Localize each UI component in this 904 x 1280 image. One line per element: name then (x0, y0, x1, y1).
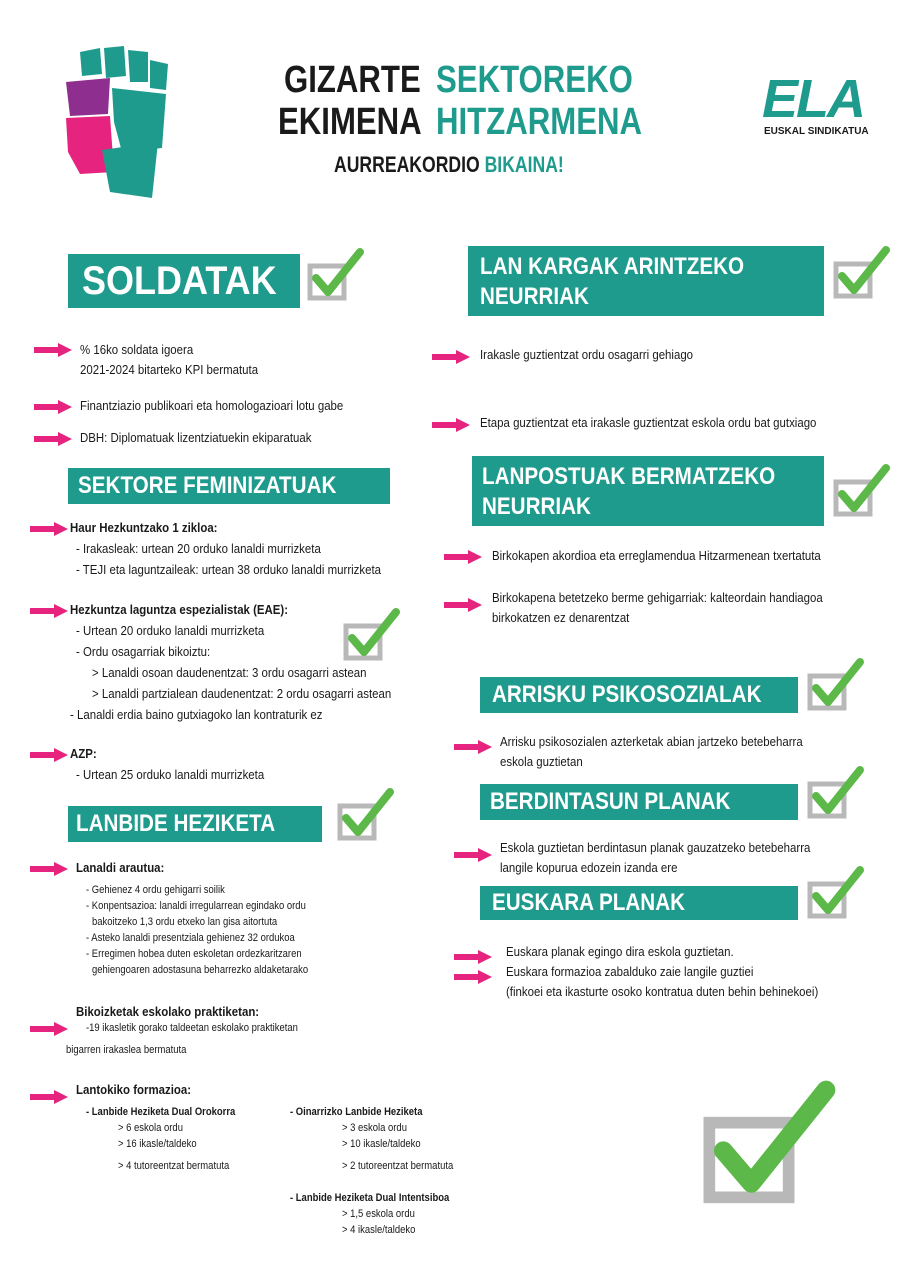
lanbide-g1-l1: - Gehienez 4 ordu gehigarri soilik (86, 884, 225, 896)
check-icon (832, 244, 892, 304)
berdintasun-item-l2: langile kopurua edozein izanda ere (500, 860, 678, 875)
fist-logo (62, 42, 172, 202)
lanbide-title (68, 806, 322, 842)
lanpostuak-item1: Birkokapen akordioa eta erreglamendua Hitzarmenean txertatuta (492, 548, 821, 563)
lanpostuak-item2-l1: Birkokapena betetzeko berme gehigarriak: kalteordain handiagoa (492, 590, 823, 605)
intentsiboa-l2: > 4 ikasle/taldeko (342, 1224, 416, 1236)
arrow-icon (30, 862, 68, 876)
berdintasun-title-text: BERDINTASUN PLANAK (490, 788, 731, 815)
dual-l3: > 4 tutoreentzat bermatuta (118, 1160, 230, 1172)
soldatak-item3: DBH: Diplomatuak lizentziatuekin ekiparatuak (80, 430, 312, 445)
dual-l2: > 16 ikasle/taldeko (118, 1138, 197, 1150)
feminizatuak-title-text: SEKTORE FEMINIZATUAK (78, 472, 337, 499)
soldatak-title (68, 254, 300, 308)
arrow-icon (34, 432, 72, 446)
feminizatuak-g2-l5: - Lanaldi erdia baino gutxiagoko lan kontraturik ez (70, 707, 323, 722)
feminizatuak-g2-l4: > Lanaldi partzialean daudenentzat: 2 ordu osagarri astean (92, 686, 392, 701)
psikosozialak-item-l1: Arrisku psikosozialen azterketak abian jartzeko betebeharra (500, 734, 803, 749)
arrow-icon (30, 522, 68, 536)
arrow-icon (34, 400, 72, 414)
berdintasun-item-l1: Eskola guztietan berdintasun planak gauzatzeko betebeharra (500, 840, 811, 855)
berdintasun-title (480, 784, 798, 820)
lankargak-title-l2: NEURRIAK (480, 283, 589, 310)
check-icon (342, 606, 402, 666)
arrow-icon (30, 604, 68, 618)
lanpostuak-title (472, 456, 824, 526)
lankargak-title-l1: LAN KARGAK ARINTZEKO (480, 253, 745, 280)
arrow-icon (30, 748, 68, 762)
lanbide-g1-l4: - Asteko lanaldi presentziala gehienez 32 ordukoa (86, 932, 295, 944)
feminizatuak-g2-title: Hezkuntza laguntza espezialistak (EAE): (70, 602, 289, 617)
check-icon (806, 764, 866, 824)
soldatak-item1-l1: % 16ko soldata igoera (80, 342, 194, 357)
arrow-icon (444, 550, 482, 564)
title-line1-black: GIZARTE (284, 59, 421, 101)
arrow-icon (30, 1022, 68, 1036)
feminizatuak-g1-title: Haur Hezkuntzako 1 zikloa: (70, 520, 218, 535)
oinarrizko-title: - Oinarrizko Lanbide Heziketa (290, 1106, 423, 1118)
subtitle-black: AURREAKORDIO (334, 152, 480, 177)
dual-l1: > 6 eskola ordu (118, 1122, 183, 1134)
lanbide-g1-l2: - Konpentsazioa: lanaldi irregularrean egindako ordu (86, 900, 306, 912)
lankargak-item2: Etapa guztientzat eta irakasle guztientzat eskola ordu bat gutxiago (480, 415, 817, 430)
lanbide-g1-l3: bakoitzeko 1,3 ordu etxeko lan gisa aitortuta (92, 916, 278, 928)
dual-title: - Lanbide Heziketa Dual Orokorra (86, 1106, 236, 1118)
lanbide-g3-title: Lantokiko formazioa: (76, 1082, 192, 1097)
oinarrizko-l1: > 3 eskola ordu (342, 1122, 407, 1134)
lankargak-item1: Irakasle guztientzat ordu osagarri gehiago (480, 347, 694, 362)
check-icon (306, 246, 366, 306)
oinarrizko-l2: > 10 ikasle/taldeko (342, 1138, 421, 1150)
ela-logo: ELA (762, 69, 864, 129)
arrow-icon (432, 418, 470, 432)
check-icon (806, 656, 866, 716)
arrow-icon (30, 1090, 68, 1104)
title-line2-black: EKIMENA (278, 101, 422, 143)
lanbide-title-text: LANBIDE HEZIKETA (76, 810, 276, 837)
lanpostuak-item2-l2: birkokatzen ez denarentzat (492, 610, 630, 625)
psikosozialak-title (480, 677, 798, 713)
check-icon (832, 462, 892, 522)
oinarrizko-l3: > 2 tutoreentzat bermatuta (342, 1160, 454, 1172)
lanbide-g2-l2: bigarren irakaslea bermatuta (66, 1044, 187, 1056)
euskara-item2-l1: Euskara formazioa zabalduko zaie langile guztiei (506, 964, 754, 979)
feminizatuak-title (68, 468, 390, 504)
subtitle (334, 152, 564, 178)
arrow-icon (34, 343, 72, 357)
feminizatuak-g3-title: AZP: (70, 746, 97, 761)
euskara-item2-l2: (finkoei eta ikasturte osoko kontratua duten behin behinekoei) (506, 984, 819, 999)
title-line2-teal: HITZARMENA (436, 101, 642, 143)
feminizatuak-g2-l1: - Urtean 20 orduko lanaldi murrizketa (76, 623, 265, 638)
lanpostuak-title-l1: LANPOSTUAK BERMATZEKO (482, 463, 776, 490)
psikosozialak-item-l2: eskola guztietan (500, 754, 583, 769)
lanbide-g2-l1: -19 ikasletik gorako taldeetan eskolako praktiketan (86, 1022, 298, 1034)
lanbide-g2-title: Bikoizketak eskolako praktiketan: (76, 1004, 260, 1019)
check-icon (336, 786, 396, 846)
ela-logo-subtitle: EUSKAL SINDIKATUA (764, 126, 869, 137)
lanpostuak-title-l2: NEURRIAK (482, 493, 591, 520)
arrow-icon (432, 350, 470, 364)
soldatak-item2: Finantziazio publikoari eta homologazioari lotu gabe (80, 398, 344, 413)
feminizatuak-g1-l2: - TEJI eta laguntzaileak: urtean 38 orduko lanaldi murrizketa (76, 562, 382, 577)
title-line1-teal: SEKTOREKO (436, 59, 633, 101)
euskara-title (480, 886, 798, 920)
feminizatuak-g2-l3: > Lanaldi osoan daudenentzat: 3 ordu osagarri astean (92, 665, 367, 680)
lanbide-g1-l6: gehiengoaren adostasuna beharrezko aldaketarako (92, 964, 309, 976)
arrow-icon (454, 740, 492, 754)
euskara-item1: Euskara planak egingo dira eskola guztietan. (506, 944, 734, 959)
soldatak-title-text: SOLDATAK (82, 258, 277, 303)
arrow-icon (444, 598, 482, 612)
arrow-icon (454, 848, 492, 862)
intentsiboa-l1: > 1,5 eskola ordu (342, 1208, 415, 1220)
lankargak-title (468, 246, 824, 316)
subtitle-teal: BIKAINA! (484, 152, 564, 177)
psikosozialak-title-text: ARRISKU PSIKOSOZIALAK (492, 681, 762, 708)
arrow-icon (454, 970, 492, 984)
euskara-title-text: EUSKARA PLANAK (492, 889, 686, 916)
intentsiboa-title: - Lanbide Heziketa Dual Intentsiboa (290, 1192, 450, 1204)
feminizatuak-g3-l1: - Urtean 25 orduko lanaldi murrizketa (76, 767, 265, 782)
check-icon (806, 864, 866, 924)
lanbide-g1-l5: - Erregimen hobea duten eskoletan ordezkaritzaren (86, 948, 302, 960)
big-check-icon (700, 1076, 840, 1216)
arrow-icon (454, 950, 492, 964)
soldatak-item1-l2: 2021-2024 bitarteko KPI bermatuta (80, 362, 259, 377)
feminizatuak-g1-l1: - Irakasleak: urtean 20 orduko lanaldi murrizketa (76, 541, 321, 556)
feminizatuak-g2-l2: - Ordu osagarriak bikoiztu: (76, 644, 211, 659)
lanbide-g1-title: Lanaldi arautua: (76, 860, 165, 875)
